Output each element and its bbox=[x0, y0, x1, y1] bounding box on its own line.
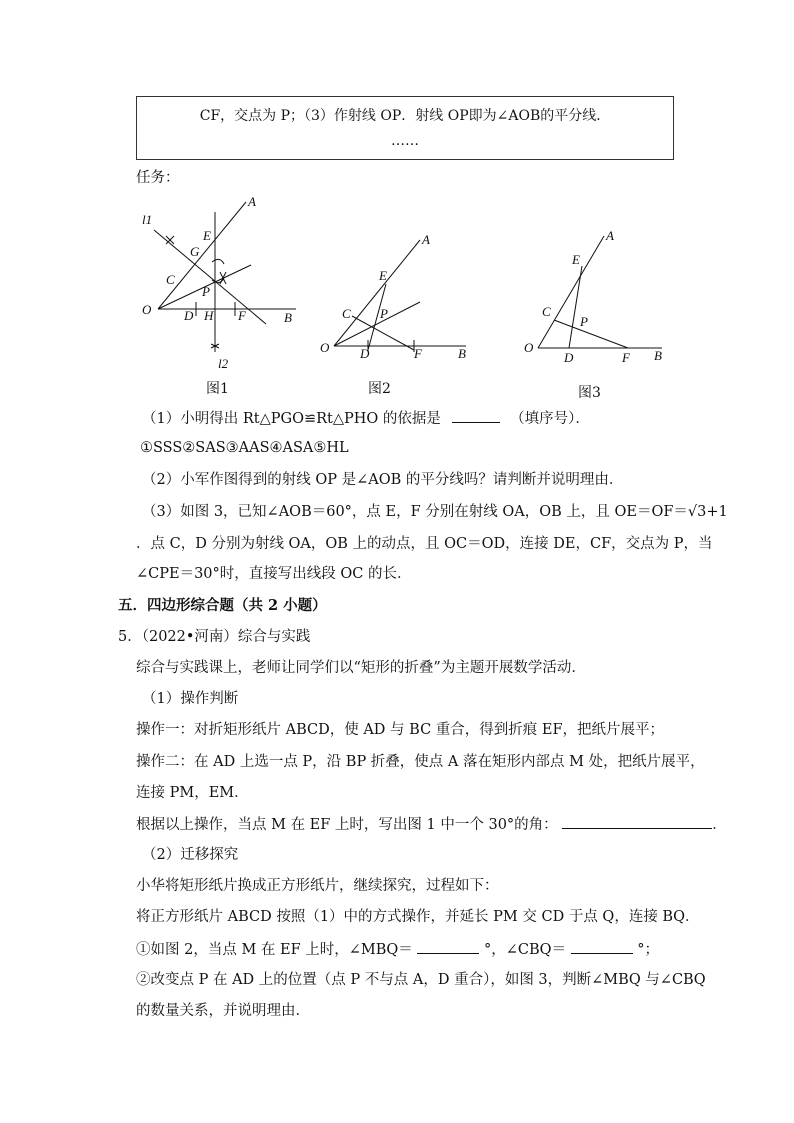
figure-2 bbox=[316, 226, 476, 366]
fig1-label-D: D bbox=[184, 308, 194, 323]
fig2-label-C: C bbox=[342, 306, 351, 321]
sub1-text-c: °； bbox=[637, 942, 660, 958]
sub-question-1 bbox=[136, 939, 659, 960]
fig3-label-O: O bbox=[524, 340, 534, 355]
fig3-label-A: A bbox=[606, 228, 614, 243]
solution-box bbox=[136, 96, 674, 160]
explore-text: 小华将矩形纸片换成正方形纸片，继续探究，过程如下： bbox=[136, 878, 499, 894]
question-2: （2）小军作图得到的射线 OP 是∠AOB 的平分线吗？请判断并说明理由． bbox=[142, 472, 624, 488]
question-1 bbox=[142, 408, 590, 429]
q1-suffix: （填序号）． bbox=[510, 411, 590, 427]
section-5-heading: 五．四边形综合题（共 2 小题） bbox=[118, 597, 327, 614]
fig2-label-F: F bbox=[414, 346, 422, 361]
box-line-2: …… bbox=[391, 133, 419, 149]
fig2-label-O: O bbox=[320, 340, 330, 355]
fig1-label-O: O bbox=[142, 302, 152, 317]
fig1-label-F: F bbox=[238, 308, 246, 323]
sub-question-2-line-1: ②改变点 P 在 AD 上的位置（点 P 不与点 A，D 重合），如图 3，判断∠MBQ 与∠CBQ bbox=[136, 972, 706, 988]
fig1-label-C: C bbox=[166, 272, 175, 287]
options-line: ①SSS②SAS③AAS④ASA⑤HL bbox=[140, 440, 349, 456]
judge-text: 根据以上操作，当点 M 在 EF 上时，写出图 1 中一个 30°的角： bbox=[136, 817, 558, 833]
fig2-label-P: P bbox=[380, 306, 388, 321]
fig1-label-A: A bbox=[248, 194, 256, 209]
fig3-label-C: C bbox=[542, 304, 551, 319]
operation-2-line-2: 连接 PM，EM． bbox=[136, 785, 249, 801]
cbq-answer-blank[interactable] bbox=[571, 939, 633, 954]
problem-5-header: 5．（2022•河南）综合与实践 bbox=[118, 629, 311, 645]
operation-2-line-1: 操作二：在 AD 上选一点 P，沿 BP 折叠，使点 A 落在矩形内部点 M 处，把纸片展平， bbox=[136, 754, 705, 770]
fig1-label-E: E bbox=[203, 228, 211, 243]
figure-1-caption: 图1 bbox=[206, 381, 229, 397]
fig2-label-D: D bbox=[360, 346, 370, 361]
fig1-label-H: H bbox=[204, 308, 214, 323]
box-line-1: CF，交点为 P；（3）作射线 OP．射线 OP即为∠AOB的平分线． bbox=[199, 108, 611, 124]
figure-3 bbox=[522, 226, 672, 370]
fig1-label-l2: l2 bbox=[218, 356, 229, 371]
fig3-label-P: P bbox=[580, 314, 588, 329]
q1-answer-blank[interactable] bbox=[452, 408, 500, 423]
fig3-label-F: F bbox=[622, 350, 630, 365]
fig2-label-B: B bbox=[458, 346, 466, 361]
operation-1: 操作一：对折矩形纸片 ABCD，使 AD 与 BC 重合，得到折痕 EF，把纸片展平； bbox=[136, 722, 665, 738]
sub-question-2-line-2: 的数量关系，并说明理由． bbox=[136, 1003, 310, 1019]
figure-2-caption: 图2 bbox=[368, 381, 391, 397]
part-1-heading: （1）操作判断 bbox=[142, 691, 239, 707]
problem-5-intro: 综合与实践课上，老师让同学们以“矩形的折叠”为主题开展数学活动． bbox=[136, 660, 586, 676]
fig2-label-E: E bbox=[379, 268, 387, 283]
sub1-text-b: °，∠CBQ＝ bbox=[484, 942, 567, 958]
square-operation: 将正方形纸片 ABCD 按照（1）中的方式操作，并延长 PM 交 CD 于点 Q，连接 BQ． bbox=[136, 909, 700, 925]
q1-text: （1）小明得出 Rt△PGO≌Rt△PHO 的依据是 bbox=[142, 411, 441, 427]
figure-1 bbox=[136, 192, 306, 372]
task-label: 任务： bbox=[136, 170, 180, 186]
question-3-line-2: ．点 C，D 分别为射线 OA，OB 上的动点，且 OC＝OD，连接 DE，CF，交点为 P，当 bbox=[136, 536, 713, 552]
question-3-line-3: ∠CPE＝30°时，直接写出线段 OC 的长． bbox=[136, 566, 412, 582]
mbq-answer-blank[interactable] bbox=[417, 939, 479, 954]
judge-question: 根据以上操作，当点 M 在 EF 上时，写出图 1 中一个 30°的角： ． bbox=[136, 814, 727, 835]
part-2-heading: （2）迁移探究 bbox=[142, 847, 239, 863]
fig1-label-B: B bbox=[284, 310, 292, 325]
judge-answer-blank[interactable] bbox=[562, 814, 712, 829]
fig1-label-l1: l1 bbox=[142, 212, 153, 227]
fig3-label-D: D bbox=[564, 350, 574, 365]
question-3-line-1: （3）如图 3，已知∠AOB＝60°，点 E，F 分别在射线 OA，OB 上，且 OE＝OF＝√3+1 bbox=[142, 504, 728, 520]
fig1-label-G: G bbox=[190, 244, 200, 259]
fig1-label-P: P bbox=[202, 284, 210, 299]
fig3-label-B: B bbox=[654, 348, 662, 363]
sub1-text-a: ①如图 2，当点 M 在 EF 上时，∠MBQ＝ bbox=[136, 942, 413, 958]
fig3-label-E: E bbox=[572, 252, 580, 267]
fig2-label-A: A bbox=[422, 232, 430, 247]
figure-3-caption: 图3 bbox=[578, 385, 601, 401]
